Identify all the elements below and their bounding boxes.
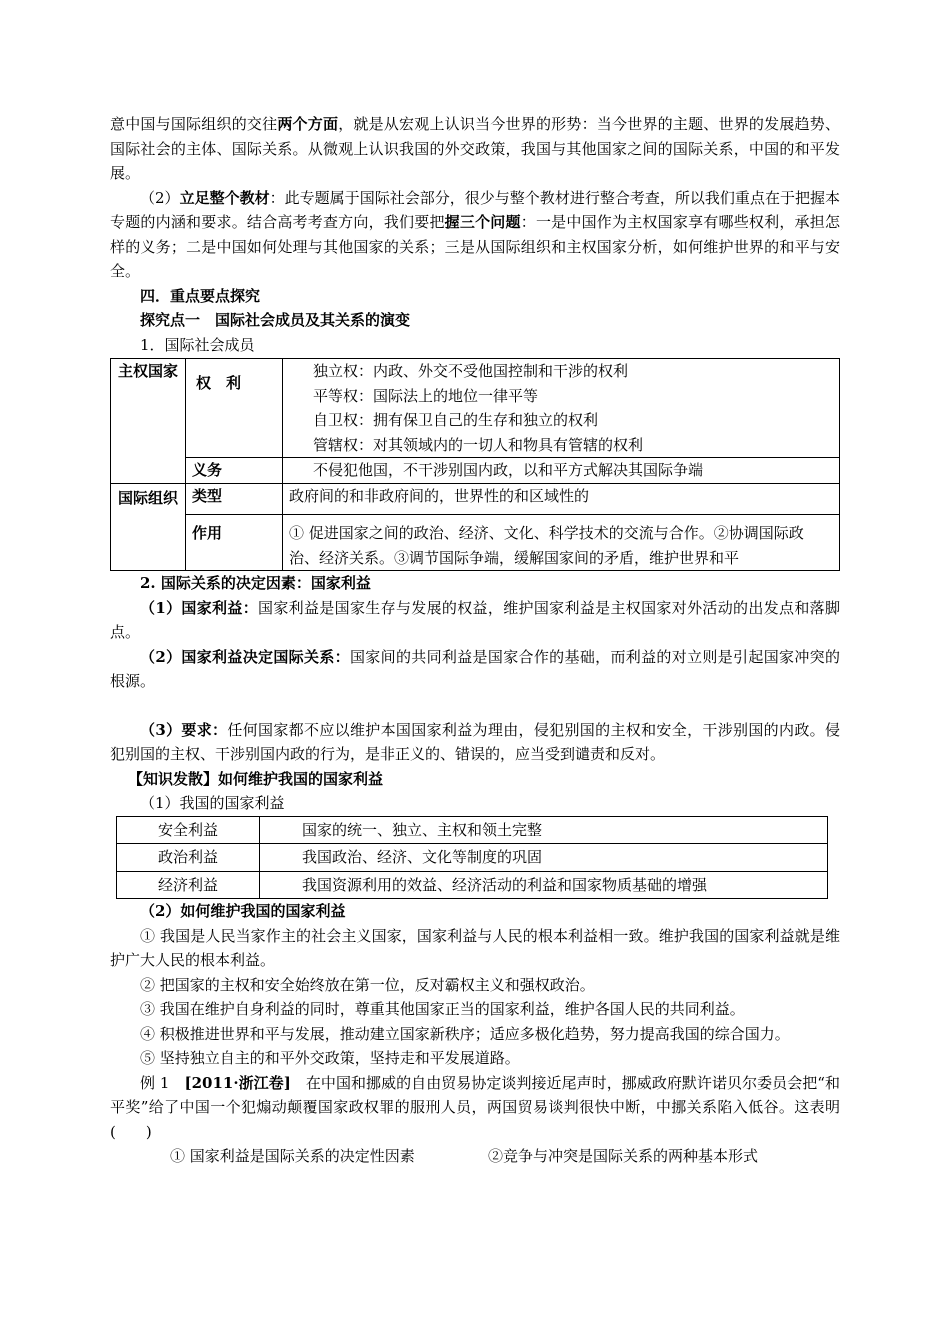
list-item: ② 把国家的主权和安全始终放在第一位，反对霸权主义和强权政治。 xyxy=(140,975,595,994)
rights-label-text: 权 利 xyxy=(196,374,242,392)
list-item: ⑤ 坚持独立自主的和平外交政策，坚持走和平发展道路。 xyxy=(140,1049,520,1067)
type-cell: 政府间的和非政府间的，世界性的和区域性的 xyxy=(283,483,840,515)
document-page xyxy=(110,112,840,1169)
para-text: 国家间的共同利益是国家合作的基础，而利益的对立则是引起国家冲突的根源。 xyxy=(110,647,840,690)
requirement-paragraph xyxy=(110,718,840,767)
list-item: ③ 我国在维护自身利益的同时，尊重其他国家正当的国家利益，维护各国人民的共同利益。 xyxy=(140,1000,745,1018)
right-item: 自卫权：拥有保卫自己的生存和独立的权利 xyxy=(313,411,599,429)
para-number: （2） xyxy=(140,188,180,207)
org-label: 国际组织 xyxy=(111,483,186,571)
interest-desc: 我国资源利用的效益、经济活动的利益和国家物质基础的增强 xyxy=(260,871,828,899)
members-table xyxy=(110,358,840,571)
duty-label: 义务 xyxy=(186,458,283,484)
right-item: 独立权：内政、外交不受他国控制和干涉的权利 xyxy=(313,362,629,380)
knowledge-subtitle-2: （2）如何维护我国的国家利益 xyxy=(140,902,346,920)
option-1: ① 国家利益是国际关系的决定性因素 xyxy=(170,1147,415,1165)
point-title: 探究点一 国际社会成员及其关系的演变 xyxy=(140,311,411,329)
para-text: 任何国家都不应以维护本国国家利益为理由，侵犯别国的主权和安全，干涉别国的内政。侵犯别国的主权、干涉别国内政的行为，是非正义的、错误的，应当受到谴责和反对。 xyxy=(110,720,840,763)
para-heading: 立足整个教材 xyxy=(179,188,270,207)
interest-table xyxy=(116,816,828,900)
intro-bold: 两个方面 xyxy=(277,115,339,133)
type-label: 类型 xyxy=(186,483,283,515)
subsection-title: 1．国际社会成员 xyxy=(140,335,255,354)
interest-type: 政治利益 xyxy=(117,844,260,872)
list-item: ① 我国是人民当家作主的社会主义国家，国家利益与人民的根本利益相一致。维护我国的国家利益就是维护广大人民的根本利益。 xyxy=(110,926,840,969)
example-options xyxy=(110,1144,840,1169)
determines-paragraph xyxy=(110,645,840,694)
table-row xyxy=(117,816,828,844)
para-heading-2: 握三个问题 xyxy=(444,213,521,231)
intro-paragraph xyxy=(110,112,840,186)
knowledge-title: 【知识发散】如何维护我国的国家利益 xyxy=(128,769,384,788)
para-heading: （3）要求： xyxy=(140,720,228,739)
rights-cell xyxy=(283,359,840,458)
para-text: 国家利益是国家生存与发展的权益，维护国家利益是主权国家对外活动的出发点和落脚点。 xyxy=(110,598,840,641)
interest-type: 经济利益 xyxy=(117,871,260,899)
intro-text-2: ，就是从宏观上认识当今世界的形势：当今世界的主题、世界的发展趋势、国际社会的主体、国际关系。从微观上认识我国的外交政策，我国与其他国家之间的国际关系，中国的和平发展。 xyxy=(110,115,840,182)
role-label: 作用 xyxy=(186,515,283,571)
national-interest-paragraph xyxy=(110,596,840,645)
section-title: 四．重点要点探究 xyxy=(140,286,261,305)
table-row xyxy=(117,844,828,872)
sovereign-label: 主权国家 xyxy=(111,359,186,484)
intro-text: 意中国与国际组织的交往 xyxy=(110,115,278,133)
duty-cell: 不侵犯他国，不干涉别国内政，以和平方式解决其国际争端 xyxy=(283,458,840,484)
table-row xyxy=(117,871,828,899)
interest-type: 安全利益 xyxy=(117,816,260,844)
example-source: [2011·浙江卷] xyxy=(184,1073,291,1092)
part2-title: 2. 国际关系的决定因素：国家利益 xyxy=(140,574,371,592)
para-heading: （1）国家利益： xyxy=(140,598,259,617)
example-body: 在中国和挪威的自由贸易协定谈判接近尾声时，挪威政府默许诺贝尔委员会把“和平奖”给了中国一个犯煽动颠覆国家政权罪的服刑人员，两国贸易谈判很快中断，中挪关系陷入低谷。这表明( ) xyxy=(110,1073,840,1141)
textbook-paragraph xyxy=(110,186,840,284)
rights-label xyxy=(186,359,283,458)
para-text-2: ：一是中国作为主权国家享有哪些权利，承担怎样的义务；二是中国如何处理与其他国家的关系；三是从国际组织和主权国家分析，如何维护世界的和平与安全。 xyxy=(110,213,840,280)
right-item: 平等权：国际法上的地位一律平等 xyxy=(313,386,539,405)
spacer xyxy=(110,694,840,718)
para-text: ：此专题属于国际社会部分，很少与整个教材进行整合考查，所以我们重点在于把握本专题的内涵和要求。结合高考考查方向，我们要把 xyxy=(110,188,840,231)
interest-desc: 我国政治、经济、文化等制度的巩固 xyxy=(260,844,828,872)
example-paragraph xyxy=(110,1071,840,1145)
role-cell: ① 促进国家之间的政治、经济、文化、科学技术的交流与合作。②协调国际政治、经济关系。③调节国际争端，缓解国家间的矛盾，维护世界和平 xyxy=(283,515,840,571)
interest-desc: 国家的统一、独立、主权和领土完整 xyxy=(260,816,828,844)
right-item: 管辖权：对其领域内的一切人和物具有管辖的权利 xyxy=(313,435,644,454)
option-2: ②竞争与冲突是国际关系的两种基本形式 xyxy=(488,1147,759,1165)
knowledge-subtitle: （1）我国的国家利益 xyxy=(140,794,285,812)
example-label: 例 1 xyxy=(140,1073,185,1092)
list-item: ④ 积极推进世界和平与发展，推动建立国家新秩序；适应多极化趋势，努力提高我国的综合国力。 xyxy=(140,1024,790,1043)
para-heading: （2）国家利益决定国际关系： xyxy=(140,647,350,666)
